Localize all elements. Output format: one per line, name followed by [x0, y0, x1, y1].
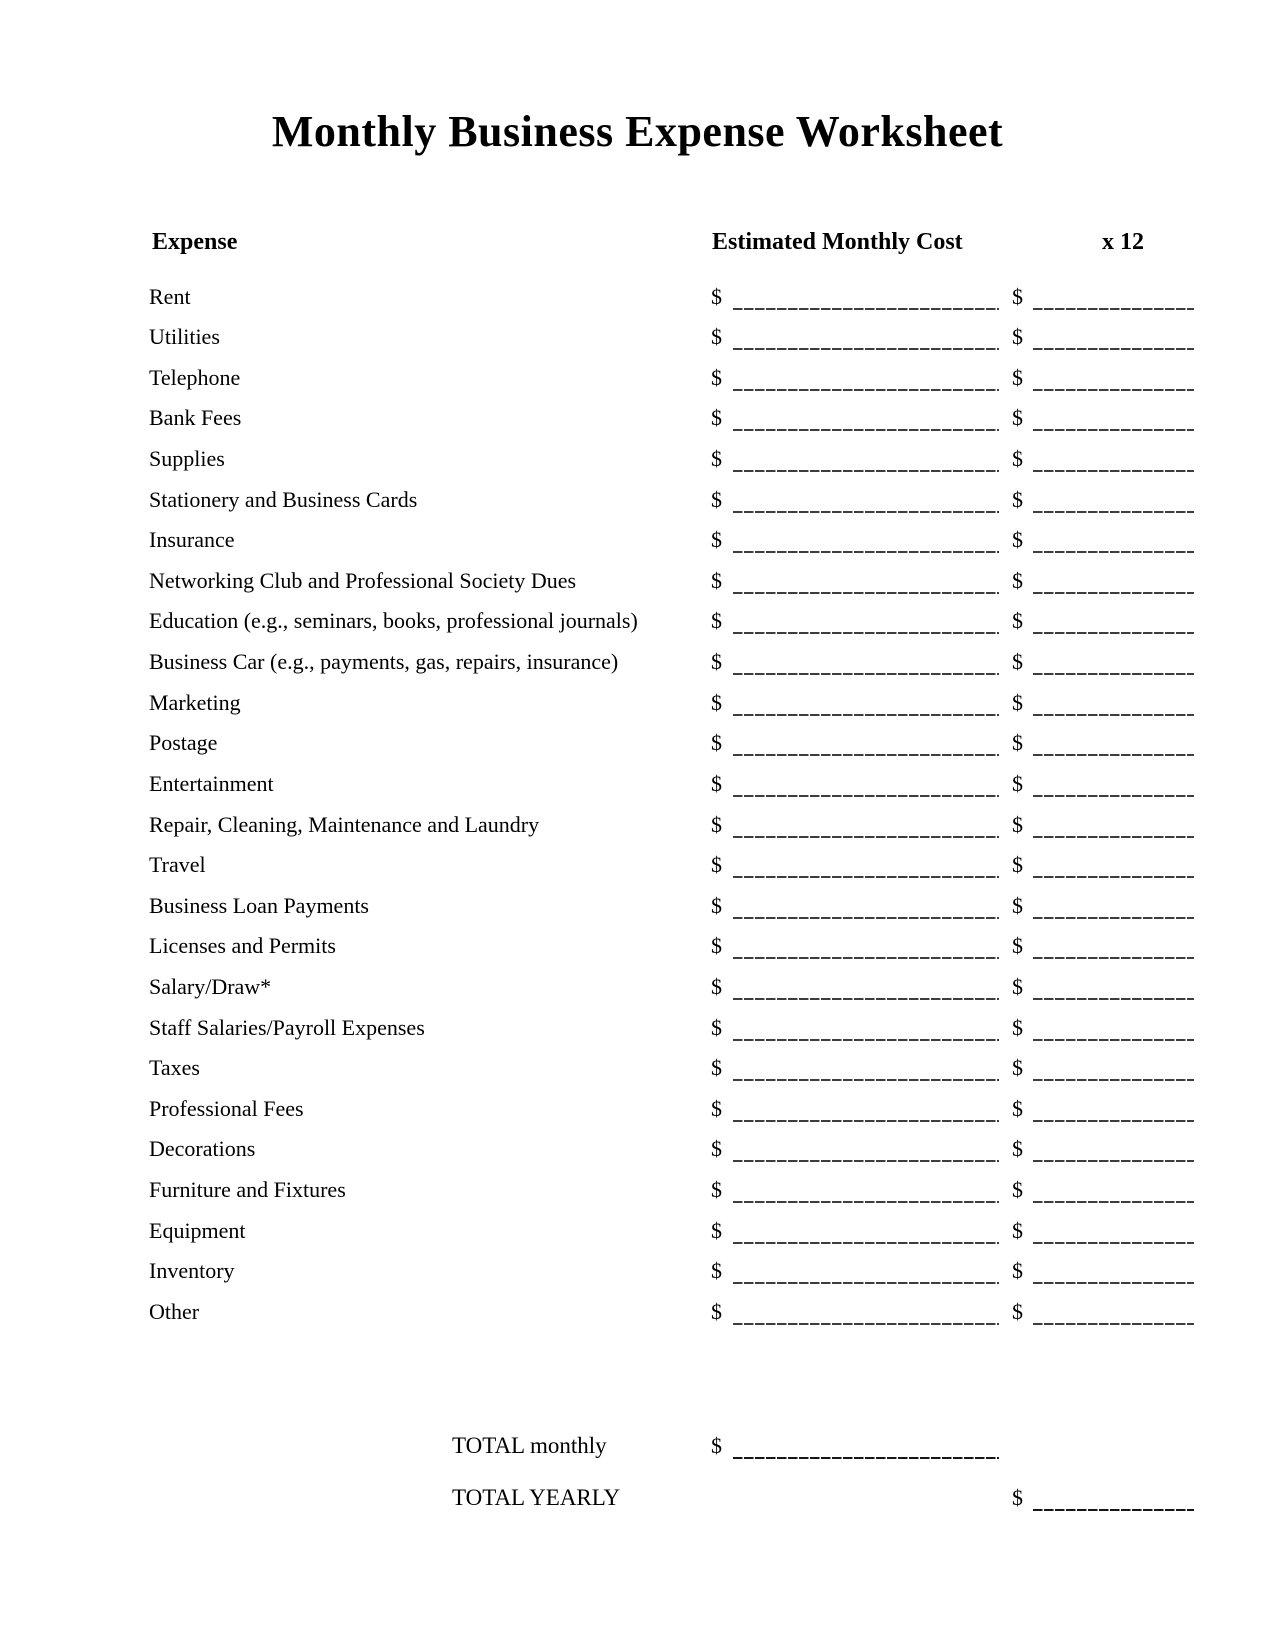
yearly-cost-field[interactable]	[1033, 1160, 1194, 1162]
monthly-cost-field[interactable]	[733, 308, 999, 310]
total-yearly-dollar-sign: $	[1012, 1485, 1023, 1510]
monthly-dollar-sign: $	[711, 852, 722, 878]
expense-row	[0, 1247, 1275, 1288]
expense-row	[0, 881, 1275, 922]
monthly-dollar-sign: $	[711, 364, 722, 390]
yearly-cost-field[interactable]	[1033, 673, 1194, 675]
monthly-dollar-sign: $	[711, 689, 722, 715]
monthly-dollar-sign: $	[711, 649, 722, 675]
yearly-cost-field[interactable]	[1033, 348, 1194, 350]
yearly-cost-field[interactable]	[1033, 876, 1194, 878]
yearly-cost-field[interactable]	[1033, 1201, 1194, 1203]
expense-label: Repair, Cleaning, Maintenance and Laundry	[149, 811, 540, 837]
monthly-cost-field[interactable]	[733, 429, 999, 431]
monthly-dollar-sign: $	[711, 446, 722, 472]
yearly-dollar-sign: $	[1012, 446, 1023, 472]
monthly-cost-field[interactable]	[733, 917, 999, 919]
expense-row	[0, 800, 1275, 841]
yearly-cost-field[interactable]	[1033, 754, 1194, 756]
monthly-dollar-sign: $	[711, 1217, 722, 1243]
expense-row	[0, 1084, 1275, 1125]
yearly-dollar-sign: $	[1012, 1298, 1023, 1324]
yearly-dollar-sign: $	[1012, 933, 1023, 959]
total-yearly-field[interactable]	[1033, 1509, 1194, 1511]
monthly-cost-field[interactable]	[733, 673, 999, 675]
monthly-dollar-sign: $	[711, 1095, 722, 1121]
yearly-dollar-sign: $	[1012, 364, 1023, 390]
yearly-cost-field[interactable]	[1033, 470, 1194, 472]
expense-label: Salary/Draw*	[149, 973, 272, 999]
yearly-cost-field[interactable]	[1033, 592, 1194, 594]
expense-label: Licenses and Permits	[149, 933, 336, 959]
monthly-cost-field[interactable]	[733, 389, 999, 391]
expense-label: Other	[149, 1298, 200, 1324]
yearly-cost-field[interactable]	[1033, 511, 1194, 513]
monthly-cost-field[interactable]	[733, 876, 999, 878]
monthly-dollar-sign: $	[711, 486, 722, 512]
expense-row	[0, 637, 1275, 678]
yearly-cost-field[interactable]	[1033, 1120, 1194, 1122]
monthly-dollar-sign: $	[711, 770, 722, 796]
expense-label: Stationery and Business Cards	[149, 486, 418, 512]
yearly-dollar-sign: $	[1012, 811, 1023, 837]
monthly-cost-field[interactable]	[733, 795, 999, 797]
expense-label: Education (e.g., seminars, books, professional journals)	[149, 608, 638, 634]
expense-row	[0, 394, 1275, 435]
monthly-dollar-sign: $	[711, 730, 722, 756]
yearly-cost-field[interactable]	[1033, 632, 1194, 634]
yearly-cost-field[interactable]	[1033, 429, 1194, 431]
expense-row	[0, 475, 1275, 516]
expense-row	[0, 962, 1275, 1003]
monthly-dollar-sign: $	[711, 933, 722, 959]
yearly-dollar-sign: $	[1012, 527, 1023, 553]
expense-row	[0, 516, 1275, 557]
yearly-dollar-sign: $	[1012, 608, 1023, 634]
expense-label: Postage	[149, 730, 218, 756]
monthly-dollar-sign: $	[711, 811, 722, 837]
monthly-cost-field[interactable]	[733, 836, 999, 838]
expense-label: Rent	[149, 283, 191, 309]
total-monthly-row	[0, 1412, 1275, 1462]
expense-row	[0, 272, 1275, 313]
expense-label: Marketing	[149, 689, 241, 715]
expense-row	[0, 759, 1275, 800]
yearly-cost-field[interactable]	[1033, 714, 1194, 716]
yearly-dollar-sign: $	[1012, 1095, 1023, 1121]
yearly-cost-field[interactable]	[1033, 308, 1194, 310]
expense-label: Networking Club and Professional Society Dues	[149, 567, 577, 593]
yearly-dollar-sign: $	[1012, 1136, 1023, 1162]
monthly-cost-field[interactable]	[733, 1120, 999, 1122]
expense-label: Business Loan Payments	[149, 892, 369, 918]
expense-label: Equipment	[149, 1217, 246, 1243]
expense-row	[0, 1206, 1275, 1247]
yearly-cost-field[interactable]	[1033, 1282, 1194, 1284]
expense-row	[0, 313, 1275, 354]
expense-label: Telephone	[149, 364, 241, 390]
yearly-dollar-sign: $	[1012, 283, 1023, 309]
monthly-dollar-sign: $	[711, 608, 722, 634]
page-title: Monthly Business Expense Worksheet	[271, 107, 1004, 156]
total-monthly-field[interactable]	[733, 1457, 999, 1459]
expense-row	[0, 922, 1275, 963]
expense-label: Business Car (e.g., payments, gas, repairs, insurance)	[149, 649, 619, 675]
monthly-dollar-sign: $	[711, 283, 722, 309]
monthly-dollar-sign: $	[711, 1136, 722, 1162]
monthly-cost-field[interactable]	[733, 754, 999, 756]
yearly-dollar-sign: $	[1012, 892, 1023, 918]
monthly-cost-field[interactable]	[733, 998, 999, 1000]
expense-label: Professional Fees	[149, 1095, 304, 1121]
yearly-dollar-sign: $	[1012, 1177, 1023, 1203]
monthly-cost-field[interactable]	[733, 551, 999, 553]
monthly-dollar-sign: $	[711, 527, 722, 553]
expense-label: Furniture and Fixtures	[149, 1177, 346, 1203]
yearly-cost-field[interactable]	[1033, 1242, 1194, 1244]
total-yearly-label: TOTAL YEARLY	[452, 1485, 621, 1510]
expense-row	[0, 1287, 1275, 1328]
expense-row	[0, 678, 1275, 719]
expense-row	[0, 841, 1275, 882]
yearly-dollar-sign: $	[1012, 567, 1023, 593]
monthly-cost-field[interactable]	[733, 511, 999, 513]
monthly-cost-field[interactable]	[733, 1282, 999, 1284]
monthly-cost-field[interactable]	[733, 957, 999, 959]
yearly-cost-field[interactable]	[1033, 998, 1194, 1000]
monthly-cost-field[interactable]	[733, 1039, 999, 1041]
column-header-expense: Expense	[152, 229, 238, 255]
yearly-cost-field[interactable]	[1033, 957, 1194, 959]
yearly-cost-field[interactable]	[1033, 1323, 1194, 1325]
yearly-dollar-sign: $	[1012, 1055, 1023, 1081]
expense-row	[0, 434, 1275, 475]
monthly-dollar-sign: $	[711, 567, 722, 593]
expense-label: Staff Salaries/Payroll Expenses	[149, 1014, 425, 1040]
expense-rows	[0, 272, 1275, 1328]
expense-row	[0, 1044, 1275, 1085]
monthly-dollar-sign: $	[711, 1177, 722, 1203]
total-monthly-label: TOTAL monthly	[452, 1433, 607, 1458]
yearly-dollar-sign: $	[1012, 730, 1023, 756]
yearly-dollar-sign: $	[1012, 649, 1023, 675]
monthly-cost-field[interactable]	[733, 592, 999, 594]
yearly-dollar-sign: $	[1012, 1217, 1023, 1243]
yearly-dollar-sign: $	[1012, 1258, 1023, 1284]
expense-row	[0, 353, 1275, 394]
expense-label: Utilities	[149, 324, 220, 350]
expense-label: Travel	[149, 852, 206, 878]
expense-row	[0, 719, 1275, 760]
monthly-dollar-sign: $	[711, 1014, 722, 1040]
total-yearly-row	[0, 1464, 1275, 1514]
yearly-dollar-sign: $	[1012, 405, 1023, 431]
expense-row	[0, 1003, 1275, 1044]
yearly-cost-field[interactable]	[1033, 795, 1194, 797]
column-header-estimated-monthly-cost: Estimated Monthly Cost	[712, 229, 963, 255]
expense-label: Bank Fees	[149, 405, 242, 431]
monthly-cost-field[interactable]	[733, 470, 999, 472]
yearly-dollar-sign: $	[1012, 486, 1023, 512]
expense-row	[0, 1165, 1275, 1206]
yearly-dollar-sign: $	[1012, 689, 1023, 715]
monthly-cost-field[interactable]	[733, 1160, 999, 1162]
monthly-dollar-sign: $	[711, 892, 722, 918]
yearly-dollar-sign: $	[1012, 1014, 1023, 1040]
column-header-x12: x 12	[1102, 229, 1144, 255]
expense-label: Decorations	[149, 1136, 256, 1162]
yearly-dollar-sign: $	[1012, 324, 1023, 350]
column-headers	[0, 220, 1275, 254]
yearly-cost-field[interactable]	[1033, 917, 1194, 919]
monthly-cost-field[interactable]	[733, 1323, 999, 1325]
yearly-cost-field[interactable]	[1033, 551, 1194, 553]
yearly-cost-field[interactable]	[1033, 836, 1194, 838]
yearly-dollar-sign: $	[1012, 770, 1023, 796]
yearly-cost-field[interactable]	[1033, 1039, 1194, 1041]
monthly-dollar-sign: $	[711, 405, 722, 431]
yearly-cost-field[interactable]	[1033, 1079, 1194, 1081]
expense-row	[0, 597, 1275, 638]
monthly-dollar-sign: $	[711, 973, 722, 999]
monthly-dollar-sign: $	[711, 1298, 722, 1324]
expense-row	[0, 556, 1275, 597]
expense-label: Taxes	[149, 1055, 200, 1081]
monthly-cost-field[interactable]	[733, 1201, 999, 1203]
monthly-dollar-sign: $	[711, 1055, 722, 1081]
monthly-cost-field[interactable]	[733, 632, 999, 634]
expense-label: Entertainment	[149, 770, 274, 796]
monthly-cost-field[interactable]	[733, 714, 999, 716]
monthly-cost-field[interactable]	[733, 348, 999, 350]
yearly-cost-field[interactable]	[1033, 389, 1194, 391]
monthly-cost-field[interactable]	[733, 1079, 999, 1081]
monthly-dollar-sign: $	[711, 1258, 722, 1284]
expense-label: Insurance	[149, 527, 235, 553]
monthly-cost-field[interactable]	[733, 1242, 999, 1244]
yearly-dollar-sign: $	[1012, 973, 1023, 999]
expense-label: Inventory	[149, 1258, 235, 1284]
total-monthly-dollar-sign: $	[711, 1433, 722, 1458]
expense-row	[0, 1125, 1275, 1166]
monthly-dollar-sign: $	[711, 324, 722, 350]
expense-label: Supplies	[149, 446, 225, 472]
yearly-dollar-sign: $	[1012, 852, 1023, 878]
